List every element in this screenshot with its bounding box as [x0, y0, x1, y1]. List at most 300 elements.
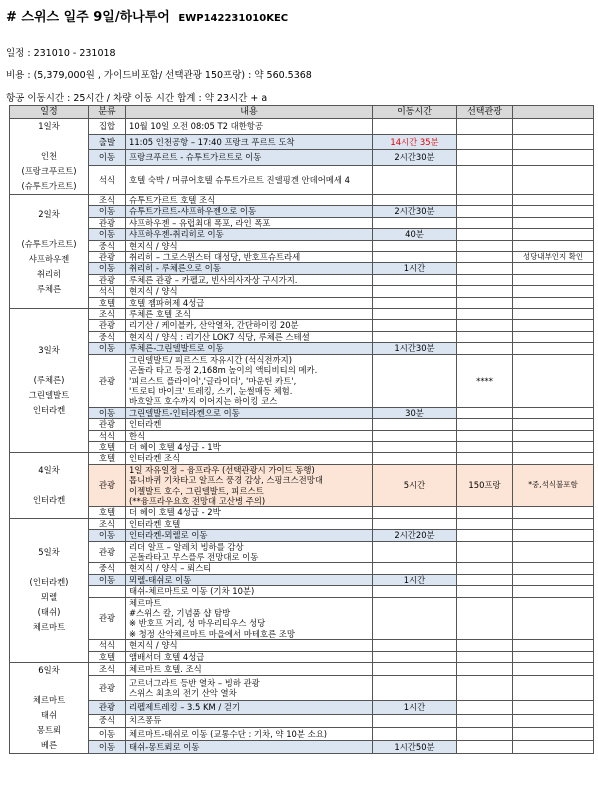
table-row	[10, 320, 594, 331]
content-line: ※ 반호프 거리, 성 마우리티우스 성당	[129, 618, 266, 629]
category-cell: 조식	[89, 663, 126, 676]
col-travel-time: 이동시간	[373, 106, 457, 119]
category-cell: 석식	[89, 286, 126, 297]
optional-tour-cell	[457, 343, 513, 354]
content-cell	[126, 286, 373, 297]
table-row	[10, 331, 594, 342]
travel-time-cell	[373, 297, 457, 308]
optional-tour-cell	[457, 651, 513, 662]
category-cell: 석식	[89, 430, 126, 441]
notes-cell	[513, 119, 594, 135]
optional-tour-cell	[457, 441, 513, 452]
notes-cell	[513, 195, 594, 206]
category-cell: 관광	[89, 252, 126, 263]
notes-cell	[513, 530, 594, 541]
optional-tour-cell	[457, 119, 513, 135]
notes-cell	[513, 229, 594, 240]
category-cell: 관광	[89, 419, 126, 430]
table-row	[10, 134, 594, 150]
notes-cell	[513, 518, 594, 529]
content-cell	[126, 195, 373, 206]
category-cell: 이동	[89, 740, 126, 753]
cost-line: 비용 : (5,379,000원 , 가이드비포함/ 선택관광 150프랑) : 약 560.5368	[6, 70, 312, 81]
content-cell	[126, 309, 373, 320]
content-line: 더 헤이 호텔 4성급 - 2박	[129, 507, 221, 518]
content-line: 그린델발트-인터라켄으로 이동	[129, 407, 240, 418]
travel-time-cell	[373, 240, 457, 251]
optional-tour-cell	[457, 574, 513, 585]
content-line: 현지식 / 양식	[129, 240, 178, 251]
travel-time-cell: 2시간30분	[373, 150, 457, 166]
content-line: 리펠제트레킹 – 3.5 KM / 걷기	[129, 702, 241, 713]
notes-cell	[513, 574, 594, 585]
optional-tour-cell	[457, 663, 513, 676]
category-cell: 관광	[89, 217, 126, 228]
travel-time-cell	[373, 217, 457, 228]
travel-time-cell	[373, 274, 457, 285]
day-location: (프랑크푸르트)	[21, 166, 77, 176]
travel-time-cell: 1시간	[373, 574, 457, 585]
notes-cell	[513, 240, 594, 251]
table-row	[10, 651, 594, 662]
optional-tour-cell	[457, 274, 513, 285]
content-line: 현지식 / 양식	[129, 286, 178, 297]
notes-cell	[513, 150, 594, 166]
optional-tour-cell	[457, 286, 513, 297]
category-cell: 관광	[89, 354, 126, 407]
optional-tour-cell	[457, 586, 513, 597]
table-row	[10, 166, 594, 195]
category-cell: 관광	[89, 701, 126, 714]
content-line: 톱니바퀴 기차타고 알프스 풍경 감상, 스핑크스전망대	[129, 475, 323, 486]
notes-cell	[513, 407, 594, 418]
table-row	[10, 740, 594, 753]
category-cell	[89, 586, 126, 597]
notes-cell	[513, 166, 594, 195]
day-label-cell	[10, 453, 89, 518]
content-cell	[126, 217, 373, 228]
content-cell	[126, 343, 373, 354]
optional-tour-cell	[457, 714, 513, 727]
travel-time-cell: 2시간30분	[373, 206, 457, 217]
optional-tour-cell	[457, 309, 513, 320]
content-cell	[126, 320, 373, 331]
schedule-body	[10, 119, 594, 754]
flight-line: 항공 이동시간 : 25시간 / 차량 이동 시간 합계 : 약 23시간 + a	[6, 93, 268, 104]
content-cell	[126, 441, 373, 452]
optional-tour-cell	[457, 740, 513, 753]
table-row	[10, 206, 594, 217]
content-cell	[126, 150, 373, 166]
category-cell: 조식	[89, 195, 126, 206]
notes-cell	[513, 331, 594, 342]
content-line: ※ 청정 산악체르마트 마을에서 마테호른 조망	[129, 628, 295, 639]
table-row	[10, 274, 594, 285]
day-number: 2일차	[38, 208, 60, 219]
category-cell: 호텔	[89, 651, 126, 662]
content-cell	[126, 464, 373, 507]
table-row	[10, 541, 594, 563]
content-cell	[126, 166, 373, 195]
category-cell: 조식	[89, 309, 126, 320]
content-line: 호텔 젬파허제 4성급	[129, 297, 205, 308]
table-row	[10, 574, 594, 585]
travel-time-cell: 1시간50분	[373, 740, 457, 753]
table-row	[10, 407, 594, 418]
content-line: 11:05 인천공항 – 17:40 프랑크 푸르트 도착	[129, 136, 295, 147]
optional-tour-cell	[457, 252, 513, 263]
table-row	[10, 563, 594, 574]
table-row	[10, 701, 594, 714]
table-row	[10, 453, 594, 464]
content-line: 프랑크푸르트 - 슈투트가르트로 이동	[129, 152, 262, 163]
category-cell: 중식	[89, 240, 126, 251]
day-label-cell	[10, 309, 89, 453]
category-cell: 관광	[89, 541, 126, 563]
notes-cell	[513, 134, 594, 150]
table-row	[10, 727, 594, 740]
content-line: '트로티 바이크' 트레킹, 스키, 눈썰매등 체험.	[129, 385, 293, 396]
content-line: 바흐알프 호수까지 이어지는 하이킹 코스	[129, 396, 278, 407]
day-location: 샤프하우젠	[28, 253, 70, 264]
content-line: 더 헤이 호텔 4성급 - 1박	[129, 441, 221, 452]
day-location: 체르마트	[32, 695, 66, 706]
category-cell: 중식	[89, 714, 126, 727]
table-row	[10, 119, 594, 135]
table-row	[10, 309, 594, 320]
day-location: 베른	[40, 740, 58, 751]
content-cell	[126, 229, 373, 240]
travel-time-cell	[373, 119, 457, 135]
optional-tour-cell	[457, 507, 513, 518]
category-cell: 이동	[89, 229, 126, 240]
content-line: 현지식 / 양식 : 리기산 LOK7 식당, 루체른 스테셜	[129, 331, 310, 342]
category-cell: 이동	[89, 574, 126, 585]
notes-cell	[513, 419, 594, 430]
day-location: 체르마트	[32, 622, 66, 633]
optional-tour-cell	[457, 676, 513, 701]
notes-cell	[513, 354, 594, 407]
day-location	[13, 358, 85, 373]
table-row	[10, 530, 594, 541]
content-line: 체르마트 호텔. 조식	[129, 663, 202, 674]
content-cell	[126, 651, 373, 662]
content-cell	[126, 586, 373, 597]
content-cell	[126, 640, 373, 651]
notes-cell: 성당내부인지 확인	[513, 252, 594, 263]
day-location: (슈투트가르트)	[21, 181, 77, 191]
content-cell	[126, 119, 373, 135]
notes-cell	[513, 676, 594, 701]
content-cell	[126, 663, 373, 676]
travel-time-cell	[373, 586, 457, 597]
table-row	[10, 297, 594, 308]
content-line: 취리히 - 루체른으로 이동	[129, 263, 221, 274]
category-cell: 관광	[89, 464, 126, 507]
table-header-row	[10, 106, 594, 119]
optional-tour-cell	[457, 640, 513, 651]
category-cell: 호텔	[89, 507, 126, 518]
category-cell: 이동	[89, 727, 126, 740]
content-line: 한식	[129, 430, 146, 441]
day-label-cell	[10, 663, 89, 754]
optional-tour-cell: 150프랑	[457, 464, 513, 507]
content-line: 그린델발트/ 피르스트 자유시간 (석식전까지)	[129, 354, 292, 365]
day-label-cell	[10, 518, 89, 662]
optional-tour-cell	[457, 419, 513, 430]
travel-time-cell	[373, 518, 457, 529]
content-cell	[126, 430, 373, 441]
notes-cell	[513, 320, 594, 331]
travel-time-cell	[373, 507, 457, 518]
day-location	[13, 134, 85, 149]
table-row	[10, 240, 594, 251]
page-title	[6, 6, 288, 25]
notes-cell: *중,석식불포함	[513, 464, 594, 507]
category-cell: 관광	[89, 676, 126, 701]
table-row	[10, 229, 594, 240]
day-location: 뫼렐	[40, 592, 58, 603]
category-cell: 중식	[89, 563, 126, 574]
notes-cell	[513, 286, 594, 297]
travel-time-cell: 1시간	[373, 263, 457, 274]
content-line: 인터라켄-뫼렐로 이동	[129, 530, 208, 541]
notes-cell	[513, 206, 594, 217]
day-label-cell	[10, 119, 89, 195]
content-line: 리기산 / 케이블카, 산악열차, 간단하이킹 20분	[129, 320, 299, 331]
content-line: 루체른-그린델발트로 이동	[129, 343, 224, 354]
notes-cell	[513, 563, 594, 574]
category-cell: 이동	[89, 206, 126, 217]
content-line: 뫼렐-태쉬로 이동	[129, 574, 192, 585]
category-cell: 이동	[89, 343, 126, 354]
optional-tour-cell	[457, 217, 513, 228]
table-row	[10, 354, 594, 407]
table-row	[10, 419, 594, 430]
optional-tour-cell	[457, 134, 513, 150]
day-location: 취리히	[36, 268, 62, 279]
table-row	[10, 286, 594, 297]
notes-cell	[513, 597, 594, 640]
content-line: 리더 알프 – 알레치 빙하를 감상	[129, 541, 244, 552]
day-location	[13, 222, 85, 237]
col-schedule: 일정	[10, 106, 89, 119]
content-cell	[126, 507, 373, 518]
content-line: 스위스 최초의 전기 산악 열차	[129, 688, 237, 699]
travel-time-cell	[373, 676, 457, 701]
optional-tour-cell	[457, 195, 513, 206]
table-row	[10, 430, 594, 441]
content-line: 태쉬-체르마트로 이동 (기차 10분)	[129, 586, 255, 597]
category-cell: 중식	[89, 331, 126, 342]
optional-tour-cell	[457, 597, 513, 640]
schedule-table	[9, 105, 594, 754]
content-line: 취리히 – 그로스뮌스터 대성당, 반호프슈트라세	[129, 252, 301, 263]
category-cell: 석식	[89, 640, 126, 651]
table-row	[10, 464, 594, 507]
category-cell: 이동	[89, 263, 126, 274]
optional-tour-cell	[457, 229, 513, 240]
category-cell: 석식	[89, 166, 126, 195]
table-row	[10, 663, 594, 676]
table-row	[10, 640, 594, 651]
travel-time-cell	[373, 354, 457, 407]
table-row	[10, 150, 594, 166]
day-location: 루체른	[36, 283, 62, 294]
content-cell	[126, 252, 373, 263]
optional-tour-cell	[457, 150, 513, 166]
notes-cell	[513, 727, 594, 740]
optional-tour-cell	[457, 320, 513, 331]
notes-cell	[513, 263, 594, 274]
col-notes	[513, 106, 594, 119]
category-cell: 조식	[89, 518, 126, 529]
travel-time-cell	[373, 252, 457, 263]
optional-tour-cell	[457, 430, 513, 441]
content-cell	[126, 597, 373, 640]
travel-time-cell: 2시간20분	[373, 530, 457, 541]
content-cell	[126, 563, 373, 574]
notes-cell	[513, 343, 594, 354]
content-cell	[126, 274, 373, 285]
content-line: 체르마트-태쉬로 이동 (교통수단 : 기차, 약 10분 소요)	[129, 728, 328, 739]
day-label-cell	[10, 195, 89, 309]
content-line: 태쉬-몽트뢰로 이동	[129, 741, 200, 752]
col-content: 내용	[126, 106, 373, 119]
content-cell	[126, 331, 373, 342]
notes-cell	[513, 663, 594, 676]
notes-cell	[513, 701, 594, 714]
day-location	[13, 478, 85, 493]
content-line: 호텔 숙박 / 머큐어호텔 슈투트가르트 진델핑겐 안데어메세 4	[129, 174, 350, 185]
content-cell	[126, 419, 373, 430]
category-cell: 이동	[89, 530, 126, 541]
travel-time-cell	[373, 453, 457, 464]
optional-tour-cell	[457, 727, 513, 740]
content-cell	[126, 518, 373, 529]
col-category: 분류	[89, 106, 126, 119]
category-cell: 관광	[89, 320, 126, 331]
travel-time-cell	[373, 714, 457, 727]
travel-time-cell	[373, 309, 457, 320]
day-location: 인천	[40, 151, 58, 161]
notes-cell	[513, 274, 594, 285]
category-cell: 출발	[89, 134, 126, 150]
travel-time-cell	[373, 651, 457, 662]
notes-cell	[513, 714, 594, 727]
content-line: 앰배서더 호텔 4성급	[129, 651, 205, 662]
content-line: 루체른 호텔 조식	[129, 309, 191, 320]
content-line: 샤프하우젠 – 유럽최대 폭포, 라인 폭포	[129, 217, 271, 228]
optional-tour-cell	[457, 206, 513, 217]
content-cell	[126, 701, 373, 714]
optional-tour-cell	[457, 166, 513, 195]
travel-time-cell	[373, 727, 457, 740]
table-row	[10, 597, 594, 640]
travel-time-cell	[373, 441, 457, 452]
content-line: 고르너그라트 등반 열차 – 빙하 관광	[129, 677, 260, 688]
title-text: # 스위스 일주 9일/하나투어	[6, 10, 170, 25]
travel-time-cell	[373, 541, 457, 563]
content-cell	[126, 354, 373, 407]
content-line: 10월 10일 오전 08:05 T2 대한항공	[129, 121, 263, 132]
table-row	[10, 343, 594, 354]
travel-time-cell	[373, 195, 457, 206]
category-cell: 호텔	[89, 453, 126, 464]
optional-tour-cell: ****	[457, 354, 513, 407]
optional-tour-cell	[457, 263, 513, 274]
optional-tour-cell	[457, 701, 513, 714]
category-cell: 관광	[89, 274, 126, 285]
travel-time-cell: 30분	[373, 407, 457, 418]
content-line: 슈투트가르트 호텔 조식	[129, 195, 216, 205]
product-code: EWP142231010KEC	[178, 13, 289, 24]
content-line: 체르마트	[129, 597, 162, 608]
travel-time-cell	[373, 663, 457, 676]
notes-cell	[513, 309, 594, 320]
day-location: 그린델발트	[28, 390, 70, 401]
day-location: (슈투트가르트)	[21, 238, 77, 249]
day-number: 6일차	[38, 665, 60, 676]
table-row	[10, 714, 594, 727]
day-number: 1일차	[38, 121, 60, 131]
table-row	[10, 676, 594, 701]
travel-time-cell: 1시간30분	[373, 343, 457, 354]
table-row	[10, 586, 594, 597]
content-cell	[126, 541, 373, 563]
notes-cell	[513, 586, 594, 597]
category-cell: 호텔	[89, 441, 126, 452]
day-location: (루체른)	[33, 375, 65, 386]
day-location: 인터라켄	[32, 405, 66, 416]
content-cell	[126, 574, 373, 585]
optional-tour-cell	[457, 541, 513, 563]
table-row	[10, 518, 594, 529]
day-location: 태쉬	[40, 710, 58, 721]
content-cell	[126, 206, 373, 217]
content-cell	[126, 714, 373, 727]
travel-time-cell	[373, 331, 457, 342]
optional-tour-cell	[457, 297, 513, 308]
content-cell	[126, 263, 373, 274]
content-cell	[126, 676, 373, 701]
content-line: 인터라켄	[129, 419, 162, 430]
optional-tour-cell	[457, 453, 513, 464]
category-cell: 집합	[89, 119, 126, 135]
content-line: 인터라켄 호텔	[129, 518, 181, 529]
table-row	[10, 507, 594, 518]
travel-time-cell: 1시간	[373, 701, 457, 714]
category-cell: 호텔	[89, 297, 126, 308]
content-line: 인터라켄 조식	[129, 453, 181, 464]
content-line: 현지식 / 양식	[129, 640, 178, 651]
day-location: 몽트뢰	[36, 725, 62, 736]
notes-cell	[513, 297, 594, 308]
day-number: 3일차	[38, 345, 60, 356]
content-cell	[126, 240, 373, 251]
content-cell	[126, 134, 373, 150]
travel-time-cell	[373, 597, 457, 640]
content-line: 곤돌라타고 무스플루 전망대로 이동	[129, 552, 259, 562]
content-line: 현지식 / 양식 – 뢰스티	[129, 563, 212, 574]
content-line: 샤프하우젠-취리히로 이동	[129, 229, 224, 240]
notes-cell	[513, 217, 594, 228]
notes-cell	[513, 453, 594, 464]
travel-time-cell: 5시간	[373, 464, 457, 507]
day-number: 5일차	[38, 547, 60, 558]
content-line: #스위스 칼, 기념품 샵 탐방	[129, 608, 231, 619]
content-line: 루체른 관광 – 카펠교, 빈사의사자상 구시가지.	[129, 274, 298, 285]
